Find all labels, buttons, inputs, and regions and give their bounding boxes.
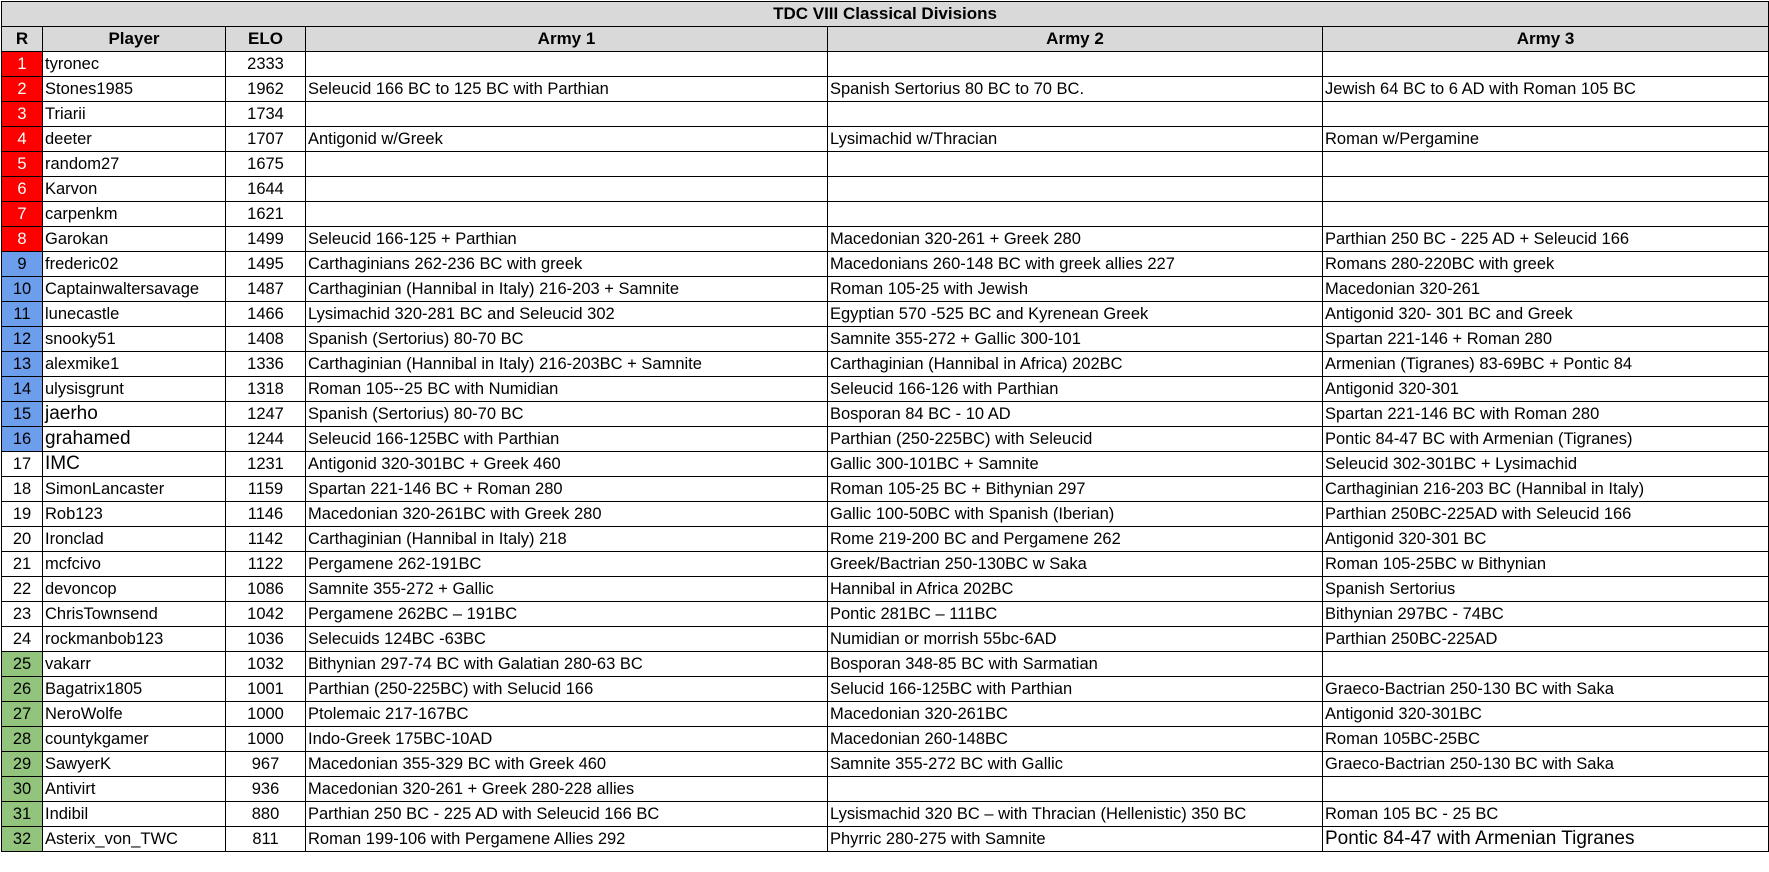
rank-cell[interactable]: 9 [2, 252, 43, 277]
elo-cell[interactable]: 1086 [226, 577, 306, 602]
player-cell[interactable]: jaerho [43, 402, 226, 427]
rank-cell[interactable]: 5 [2, 152, 43, 177]
table-row [2, 652, 1769, 677]
elo-cell[interactable]: 1032 [226, 652, 306, 677]
army3-cell[interactable]: Graeco-Bactrian 250-130 BC with Saka [1323, 677, 1769, 702]
divisions-table [1, 1, 1769, 852]
player-cell[interactable]: countykgamer [43, 727, 226, 752]
rank-cell[interactable]: 17 [2, 452, 43, 477]
sheet-title: TDC VIII Classical Divisions [2, 2, 1769, 27]
elo-cell[interactable]: 1487 [226, 277, 306, 302]
army2-cell[interactable]: Carthaginian (Hannibal in Africa) 202BC [828, 352, 1323, 377]
table-row [2, 577, 1769, 602]
army1-cell[interactable]: Carthaginian (Hannibal in Italy) 216-203 + Samnite [306, 277, 828, 302]
elo-cell[interactable]: 2333 [226, 52, 306, 77]
army2-cell[interactable] [828, 777, 1323, 802]
army2-cell[interactable] [828, 52, 1323, 77]
player-cell[interactable]: SawyerK [43, 752, 226, 777]
rank-cell[interactable]: 28 [2, 727, 43, 752]
army1-cell[interactable] [306, 52, 828, 77]
player-cell[interactable]: ulysisgrunt [43, 377, 226, 402]
rank-cell[interactable]: 8 [2, 227, 43, 252]
army2-cell[interactable] [828, 152, 1323, 177]
table-row [2, 452, 1769, 477]
table-row [2, 802, 1769, 827]
player-cell[interactable]: Ironclad [43, 527, 226, 552]
header-elo[interactable]: ELO [226, 27, 306, 52]
table-row [2, 77, 1769, 102]
table-row [2, 502, 1769, 527]
rank-cell[interactable]: 25 [2, 652, 43, 677]
header-row [2, 27, 1769, 52]
elo-cell[interactable]: 1042 [226, 602, 306, 627]
rank-cell[interactable]: 30 [2, 777, 43, 802]
table-row [2, 477, 1769, 502]
rank-cell[interactable]: 10 [2, 277, 43, 302]
elo-cell[interactable]: 1001 [226, 677, 306, 702]
army2-cell[interactable]: Spanish Sertorius 80 BC to 70 BC. [828, 77, 1323, 102]
header-army3[interactable]: Army 3 [1323, 27, 1769, 52]
army1-cell[interactable]: Indo-Greek 175BC-10AD [306, 727, 828, 752]
army2-cell[interactable]: Rome 219-200 BC and Pergamene 262 [828, 527, 1323, 552]
player-cell[interactable]: frederic02 [43, 252, 226, 277]
table-row [2, 227, 1769, 252]
table-row [2, 552, 1769, 577]
army3-cell[interactable]: Jewish 64 BC to 6 AD with Roman 105 BC [1323, 77, 1769, 102]
army1-cell[interactable]: Carthaginians 262-236 BC with greek [306, 252, 828, 277]
army3-cell[interactable]: Bithynian 297BC - 74BC [1323, 602, 1769, 627]
army3-cell[interactable] [1323, 202, 1769, 227]
table-row [2, 152, 1769, 177]
player-cell[interactable]: Garokan [43, 227, 226, 252]
table-row [2, 602, 1769, 627]
header-army2[interactable]: Army 2 [828, 27, 1323, 52]
player-cell[interactable]: ChrisTownsend [43, 602, 226, 627]
table-row [2, 327, 1769, 352]
army2-cell[interactable]: Gallic 100-50BC with Spanish (Iberian) [828, 502, 1323, 527]
elo-cell[interactable]: 1408 [226, 327, 306, 352]
army3-cell[interactable]: Pontic 84-47 with Armenian Tigranes [1323, 827, 1769, 852]
army1-cell[interactable] [306, 152, 828, 177]
table-row [2, 752, 1769, 777]
player-cell[interactable]: Karvon [43, 177, 226, 202]
army3-cell[interactable]: Spartan 221-146 BC with Roman 280 [1323, 402, 1769, 427]
army3-cell[interactable]: Roman 105BC-25BC [1323, 727, 1769, 752]
army3-cell[interactable]: Spanish Sertorius [1323, 577, 1769, 602]
army2-cell[interactable]: Selucid 166-125BC with Parthian [828, 677, 1323, 702]
table-row [2, 252, 1769, 277]
army2-cell[interactable]: Roman 105-25 with Jewish [828, 277, 1323, 302]
table-row [2, 702, 1769, 727]
player-cell[interactable]: Triarii [43, 102, 226, 127]
table-row [2, 427, 1769, 452]
army1-cell[interactable]: Antigonid w/Greek [306, 127, 828, 152]
elo-cell[interactable]: 1122 [226, 552, 306, 577]
rank-cell[interactable]: 32 [2, 827, 43, 852]
rank-cell[interactable]: 13 [2, 352, 43, 377]
table-row [2, 677, 1769, 702]
table-row [2, 402, 1769, 427]
army1-cell[interactable]: Spanish (Sertorius) 80-70 BC [306, 327, 828, 352]
army1-cell[interactable]: Samnite 355-272 + Gallic [306, 577, 828, 602]
rank-cell[interactable]: 26 [2, 677, 43, 702]
header-army1[interactable]: Army 1 [306, 27, 828, 52]
army2-cell[interactable]: Seleucid 166-126 with Parthian [828, 377, 1323, 402]
rank-cell[interactable]: 14 [2, 377, 43, 402]
army3-cell[interactable] [1323, 102, 1769, 127]
player-cell[interactable]: deeter [43, 127, 226, 152]
army3-cell[interactable]: Graeco-Bactrian 250-130 BC with Saka [1323, 752, 1769, 777]
army2-cell[interactable]: Samnite 355-272 + Gallic 300-101 [828, 327, 1323, 352]
rank-cell[interactable]: 1 [2, 52, 43, 77]
army2-cell[interactable]: Numidian or morrish 55bc-6AD [828, 627, 1323, 652]
elo-cell[interactable]: 1644 [226, 177, 306, 202]
table-row [2, 177, 1769, 202]
army1-cell[interactable]: Seleucid 166-125 + Parthian [306, 227, 828, 252]
rank-cell[interactable]: 4 [2, 127, 43, 152]
rank-cell[interactable]: 24 [2, 627, 43, 652]
army3-cell[interactable] [1323, 777, 1769, 802]
army3-cell[interactable] [1323, 652, 1769, 677]
player-cell[interactable]: rockmanbob123 [43, 627, 226, 652]
player-cell[interactable]: mcfcivo [43, 552, 226, 577]
army1-cell[interactable]: Pergamene 262-191BC [306, 552, 828, 577]
elo-cell[interactable]: 967 [226, 752, 306, 777]
army3-cell[interactable]: Parthian 250BC-225AD [1323, 627, 1769, 652]
army2-cell[interactable]: Hannibal in Africa 202BC [828, 577, 1323, 602]
table-row [2, 102, 1769, 127]
army2-cell[interactable]: Parthian (250-225BC) with Seleucid [828, 427, 1323, 452]
army3-cell[interactable]: Antigonid 320-301BC [1323, 702, 1769, 727]
player-cell[interactable]: SimonLancaster [43, 477, 226, 502]
army2-cell[interactable]: Bosporan 348-85 BC with Sarmatian [828, 652, 1323, 677]
elo-cell[interactable]: 1000 [226, 727, 306, 752]
army1-cell[interactable]: Macedonian 320-261BC with Greek 280 [306, 502, 828, 527]
army2-cell[interactable]: Macedonian 320-261BC [828, 702, 1323, 727]
player-cell[interactable]: IMC [43, 452, 226, 477]
rank-cell[interactable]: 16 [2, 427, 43, 452]
army1-cell[interactable]: Macedonian 355-329 BC with Greek 460 [306, 752, 828, 777]
table-row [2, 127, 1769, 152]
army1-cell[interactable]: Roman 105--25 BC with Numidian [306, 377, 828, 402]
table-row [2, 777, 1769, 802]
table-row [2, 277, 1769, 302]
army1-cell[interactable]: Pergamene 262BC – 191BC [306, 602, 828, 627]
army1-cell[interactable]: Selecuids 124BC -63BC [306, 627, 828, 652]
title-row [2, 2, 1769, 27]
table-row [2, 727, 1769, 752]
player-cell[interactable]: random27 [43, 152, 226, 177]
army1-cell[interactable]: Ptolemaic 217-167BC [306, 702, 828, 727]
rank-cell[interactable]: 15 [2, 402, 43, 427]
army3-cell[interactable]: Roman 105 BC - 25 BC [1323, 802, 1769, 827]
player-cell[interactable]: Asterix_von_TWC [43, 827, 226, 852]
army1-cell[interactable]: Macedonian 320-261 + Greek 280-228 allies [306, 777, 828, 802]
army1-cell[interactable]: Roman 199-106 with Pergamene Allies 292 [306, 827, 828, 852]
elo-cell[interactable]: 1499 [226, 227, 306, 252]
elo-cell[interactable]: 1036 [226, 627, 306, 652]
army2-cell[interactable] [828, 102, 1323, 127]
table-row [2, 52, 1769, 77]
elo-cell[interactable]: 1318 [226, 377, 306, 402]
army2-cell[interactable]: Gallic 300-101BC + Samnite [828, 452, 1323, 477]
army3-cell[interactable]: Roman 105-25BC w Bithynian [1323, 552, 1769, 577]
table-row [2, 302, 1769, 327]
army1-cell[interactable]: Spartan 221-146 BC + Roman 280 [306, 477, 828, 502]
army2-cell[interactable]: Pontic 281BC – 111BC [828, 602, 1323, 627]
elo-cell[interactable]: 880 [226, 802, 306, 827]
table-row [2, 202, 1769, 227]
army2-cell[interactable]: Phyrric 280-275 with Samnite [828, 827, 1323, 852]
player-cell[interactable]: snooky51 [43, 327, 226, 352]
army1-cell[interactable]: Carthaginian (Hannibal in Italy) 218 [306, 527, 828, 552]
army3-cell[interactable]: Spartan 221-146 + Roman 280 [1323, 327, 1769, 352]
rank-cell[interactable]: 18 [2, 477, 43, 502]
rank-cell[interactable]: 23 [2, 602, 43, 627]
elo-cell[interactable]: 811 [226, 827, 306, 852]
elo-cell[interactable]: 936 [226, 777, 306, 802]
player-cell[interactable]: devoncop [43, 577, 226, 602]
table-row [2, 827, 1769, 852]
army3-cell[interactable]: Carthaginian 216-203 BC (Hannibal in Italy) [1323, 477, 1769, 502]
elo-cell[interactable]: 1734 [226, 102, 306, 127]
army2-cell[interactable]: Macedonian 260-148BC [828, 727, 1323, 752]
army1-cell[interactable]: Antigonid 320-301BC + Greek 460 [306, 452, 828, 477]
rank-cell[interactable]: 21 [2, 552, 43, 577]
player-cell[interactable]: Antivirt [43, 777, 226, 802]
table-row [2, 627, 1769, 652]
army3-cell[interactable]: Seleucid 302-301BC + Lysimachid [1323, 452, 1769, 477]
army2-cell[interactable]: Lysimachid w/Thracian [828, 127, 1323, 152]
army1-cell[interactable]: Parthian (250-225BC) with Selucid 166 [306, 677, 828, 702]
elo-cell[interactable]: 1962 [226, 77, 306, 102]
rank-cell[interactable]: 6 [2, 177, 43, 202]
elo-cell[interactable]: 1244 [226, 427, 306, 452]
army1-cell[interactable]: Lysimachid 320-281 BC and Seleucid 302 [306, 302, 828, 327]
header-player[interactable]: Player [43, 27, 226, 52]
army1-cell[interactable] [306, 177, 828, 202]
rank-cell[interactable]: 2 [2, 77, 43, 102]
army3-cell[interactable]: Romans 280-220BC with greek [1323, 252, 1769, 277]
army2-cell[interactable]: Macedonians 260-148 BC with greek allies 227 [828, 252, 1323, 277]
army1-cell[interactable]: Parthian 250 BC - 225 AD with Seleucid 166 BC [306, 802, 828, 827]
player-cell[interactable]: NeroWolfe [43, 702, 226, 727]
army1-cell[interactable]: Carthaginian (Hannibal in Italy) 216-203BC + Samnite [306, 352, 828, 377]
elo-cell[interactable]: 1466 [226, 302, 306, 327]
army2-cell[interactable]: Samnite 355-272 BC with Gallic [828, 752, 1323, 777]
player-cell[interactable]: vakarr [43, 652, 226, 677]
elo-cell[interactable]: 1707 [226, 127, 306, 152]
elo-cell[interactable]: 1146 [226, 502, 306, 527]
rank-cell[interactable]: 22 [2, 577, 43, 602]
elo-cell[interactable]: 1000 [226, 702, 306, 727]
army2-cell[interactable]: Greek/Bactrian 250-130BC w Saka [828, 552, 1323, 577]
rank-cell[interactable]: 12 [2, 327, 43, 352]
army3-cell[interactable]: Macedonian 320-261 [1323, 277, 1769, 302]
player-cell[interactable]: Rob123 [43, 502, 226, 527]
elo-cell[interactable]: 1336 [226, 352, 306, 377]
elo-cell[interactable]: 1159 [226, 477, 306, 502]
army1-cell[interactable] [306, 102, 828, 127]
army2-cell[interactable] [828, 202, 1323, 227]
rank-cell[interactable]: 31 [2, 802, 43, 827]
rank-cell[interactable]: 11 [2, 302, 43, 327]
army1-cell[interactable]: Seleucid 166 BC to 125 BC with Parthian [306, 77, 828, 102]
army2-cell[interactable]: Lysismachid 320 BC – with Thracian (Hellenistic) 350 BC [828, 802, 1323, 827]
player-cell[interactable]: Indibil [43, 802, 226, 827]
player-cell[interactable]: Bagatrix1805 [43, 677, 226, 702]
army3-cell[interactable]: Parthian 250BC-225AD with Seleucid 166 [1323, 502, 1769, 527]
army2-cell[interactable] [828, 177, 1323, 202]
army2-cell[interactable]: Egyptian 570 -525 BC and Kyrenean Greek [828, 302, 1323, 327]
army1-cell[interactable]: Bithynian 297-74 BC with Galatian 280-63 BC [306, 652, 828, 677]
army1-cell[interactable] [306, 202, 828, 227]
army2-cell[interactable]: Roman 105-25 BC + Bithynian 297 [828, 477, 1323, 502]
rank-cell[interactable]: 27 [2, 702, 43, 727]
army3-cell[interactable] [1323, 177, 1769, 202]
army2-cell[interactable]: Macedonian 320-261 + Greek 280 [828, 227, 1323, 252]
rank-cell[interactable]: 29 [2, 752, 43, 777]
player-cell[interactable]: lunecastle [43, 302, 226, 327]
rank-cell[interactable]: 20 [2, 527, 43, 552]
army3-cell[interactable]: Roman w/Pergamine [1323, 127, 1769, 152]
army3-cell[interactable]: Antigonid 320-301 [1323, 377, 1769, 402]
army1-cell[interactable]: Spanish (Sertorius) 80-70 BC [306, 402, 828, 427]
table-row [2, 527, 1769, 552]
player-cell[interactable]: Captainwaltersavage [43, 277, 226, 302]
army3-cell[interactable]: Antigonid 320-301 BC [1323, 527, 1769, 552]
elo-cell[interactable]: 1621 [226, 202, 306, 227]
player-cell[interactable]: carpenkm [43, 202, 226, 227]
elo-cell[interactable]: 1247 [226, 402, 306, 427]
army3-cell[interactable]: Antigonid 320- 301 BC and Greek [1323, 302, 1769, 327]
player-cell[interactable]: grahamed [43, 427, 226, 452]
elo-cell[interactable]: 1495 [226, 252, 306, 277]
table-row [2, 377, 1769, 402]
rank-cell[interactable]: 3 [2, 102, 43, 127]
army1-cell[interactable]: Seleucid 166-125BC with Parthian [306, 427, 828, 452]
army3-cell[interactable] [1323, 52, 1769, 77]
header-rank[interactable]: R [2, 27, 43, 52]
player-cell[interactable]: tyronec [43, 52, 226, 77]
rank-cell[interactable]: 19 [2, 502, 43, 527]
army3-cell[interactable] [1323, 152, 1769, 177]
army3-cell[interactable]: Parthian 250 BC - 225 AD + Seleucid 166 [1323, 227, 1769, 252]
elo-cell[interactable]: 1231 [226, 452, 306, 477]
army3-cell[interactable]: Armenian (Tigranes) 83-69BC + Pontic 84 [1323, 352, 1769, 377]
elo-cell[interactable]: 1142 [226, 527, 306, 552]
army3-cell[interactable]: Pontic 84-47 BC with Armenian (Tigranes) [1323, 427, 1769, 452]
player-cell[interactable]: alexmike1 [43, 352, 226, 377]
army2-cell[interactable]: Bosporan 84 BC - 10 AD [828, 402, 1323, 427]
elo-cell[interactable]: 1675 [226, 152, 306, 177]
table-row [2, 352, 1769, 377]
player-cell[interactable]: Stones1985 [43, 77, 226, 102]
rank-cell[interactable]: 7 [2, 202, 43, 227]
